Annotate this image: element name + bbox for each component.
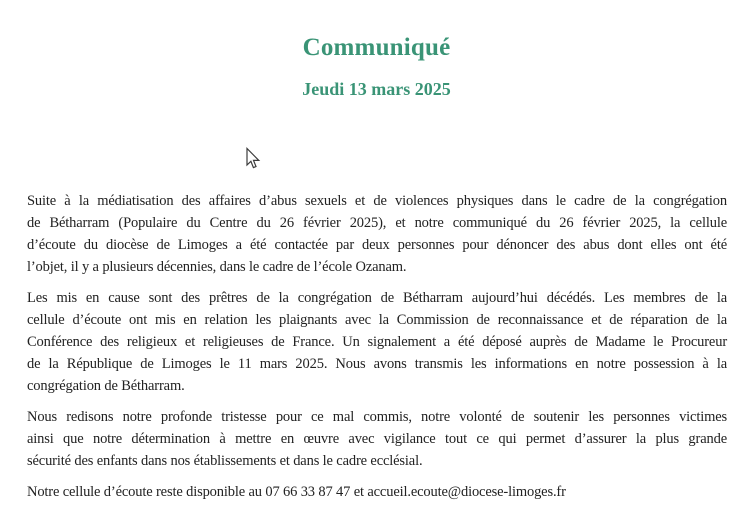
text-line: de la République de Limoges le 11 mars 2025. Nous avons transmis les informations en notre possession à la bbox=[27, 356, 727, 372]
document-body bbox=[27, 190, 727, 512]
text-line: Les mis en cause sont des prêtres de la congrégation de Bétharram aujourd’hui décédés. Les membres de la bbox=[27, 290, 727, 306]
text-line: l’objet, il y a plusieurs décennies, dans le cadre de l’école Ozanam. bbox=[27, 259, 407, 275]
paragraph bbox=[27, 481, 727, 503]
arrow-cursor-icon bbox=[245, 147, 261, 170]
paragraph bbox=[27, 287, 727, 397]
text-line: de Bétharram (Populaire du Centre du 26 février 2025), et notre communiqué du 26 février 2025, la cellule bbox=[27, 215, 727, 231]
text-line: sécurité des enfants dans nos établissements et dans le cadre ecclésial. bbox=[27, 453, 423, 469]
text-line: ainsi que notre détermination à mettre en œuvre avec vigilance tout ce qui permet d’assurer la plus grande bbox=[27, 431, 727, 447]
text-line: d’écoute du diocèse de Limoges a été contactée par deux personnes pour dénoncer des abus dont elles ont été bbox=[27, 237, 727, 253]
text-line: Nous redisons notre profonde tristesse pour ce mal commis, notre volonté de soutenir les personnes victimes bbox=[27, 409, 727, 425]
text-line: congrégation de Bétharram. bbox=[27, 378, 185, 394]
page-title: Communiqué bbox=[302, 34, 451, 61]
date-subtitle: Jeudi 13 mars 2025 bbox=[302, 79, 451, 99]
paragraph bbox=[27, 406, 727, 472]
text-line: cellule d’écoute ont mis en relation les plaignants avec la Commission de reconnaissance et de réparation de la bbox=[27, 312, 727, 328]
text-line: Conférence des religieux et religieuses de France. Un signalement a été déposé auprès de Madame le Procureur bbox=[27, 334, 727, 350]
text-line: Notre cellule d’écoute reste disponible au 07 66 33 87 47 et accueil.ecoute@diocese-limoges.fr bbox=[27, 484, 566, 500]
text-line: Suite à la médiatisation des affaires d’abus sexuels et de violences physiques dans le cadre de la congrégation bbox=[27, 193, 727, 209]
paragraph bbox=[27, 190, 727, 278]
